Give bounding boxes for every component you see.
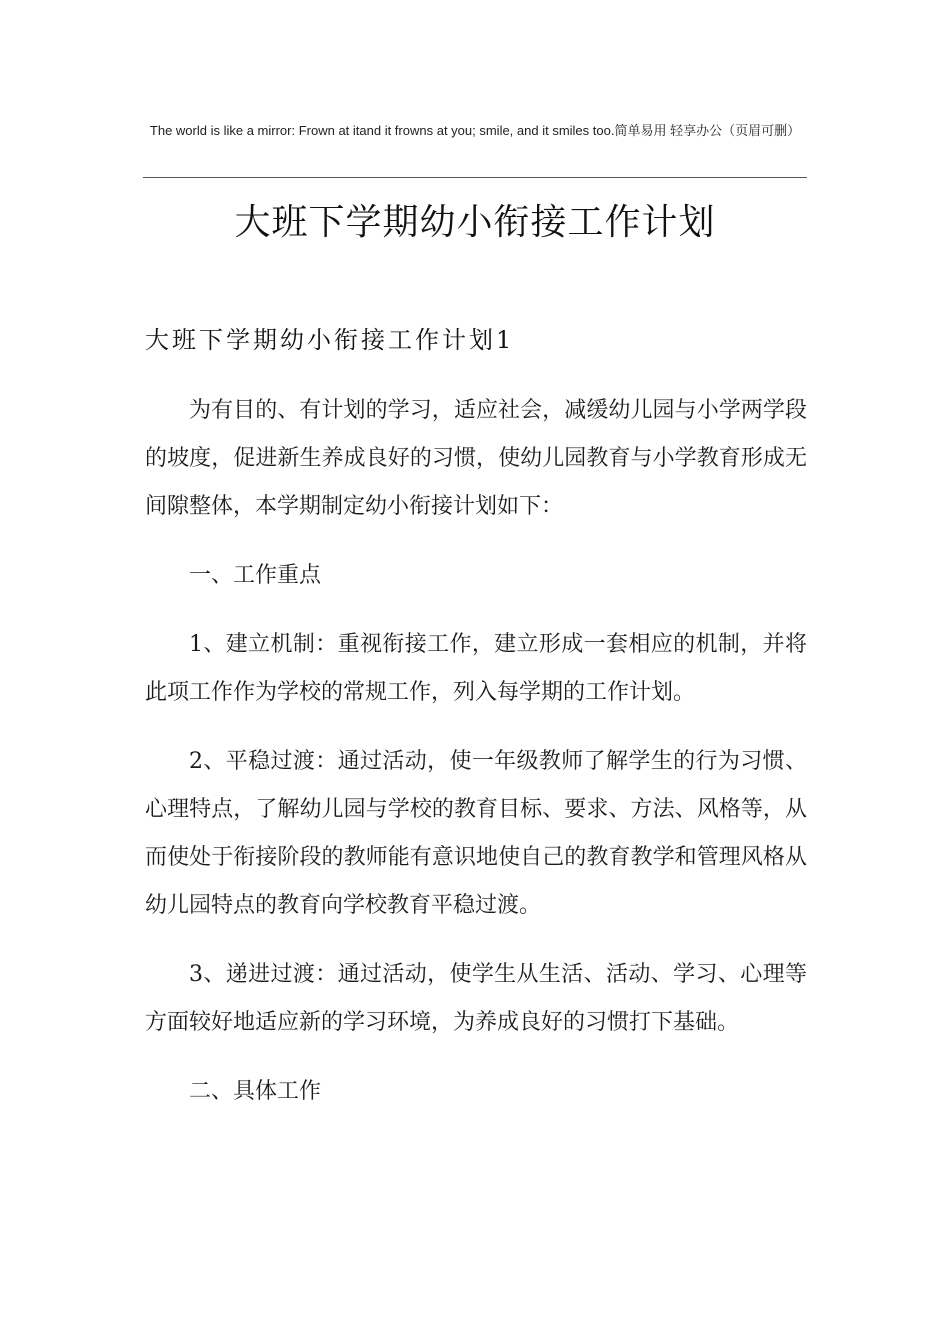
paragraph-intro: 为有目的、有计划的学习，适应社会，减缓幼儿园与小学两学段的坡度，促进新生养成良好的习惯，使幼儿园教育与小学教育形成无间隙整体，本学期制定幼小衔接计划如下： [145, 398, 807, 519]
paragraph-item-2: 2、平稳过渡：通过活动，使一年级教师了解学生的行为习惯、心理特点，了解幼儿园与学校的教育目标、要求、方法、风格等，从而使处于衔接阶段的教师能有意识地使自己的教育教学和管理风格从幼儿园特点的教育向学校教育平稳过渡。 [145, 749, 807, 918]
document-body [145, 387, 807, 1137]
paragraph-item-1: 1、建立机制：重视衔接工作，建立形成一套相应的机制，并将此项工作作为学校的常规工作，列入每学期的工作计划。 [145, 632, 807, 705]
heading-work-focus: 一、工作重点 [189, 563, 322, 588]
header-divider [143, 177, 807, 178]
heading-specific-work: 二、具体工作 [189, 1079, 322, 1104]
section-title: 大班下学期幼小衔接工作计划1 [145, 326, 515, 354]
document-title: 大班下学期幼小衔接工作计划 [234, 202, 716, 243]
paragraph-item-3: 3、递进过渡：通过活动，使学生从生活、活动、学习、心理等方面较好地适应新的学习环境，为养成良好的习惯打下基础。 [145, 962, 807, 1035]
page-header-text: The world is like a mirror: Frown at itand it frowns at you; smile, and it smiles too.简单易用 轻享办公（页眉可删） [149, 123, 801, 138]
